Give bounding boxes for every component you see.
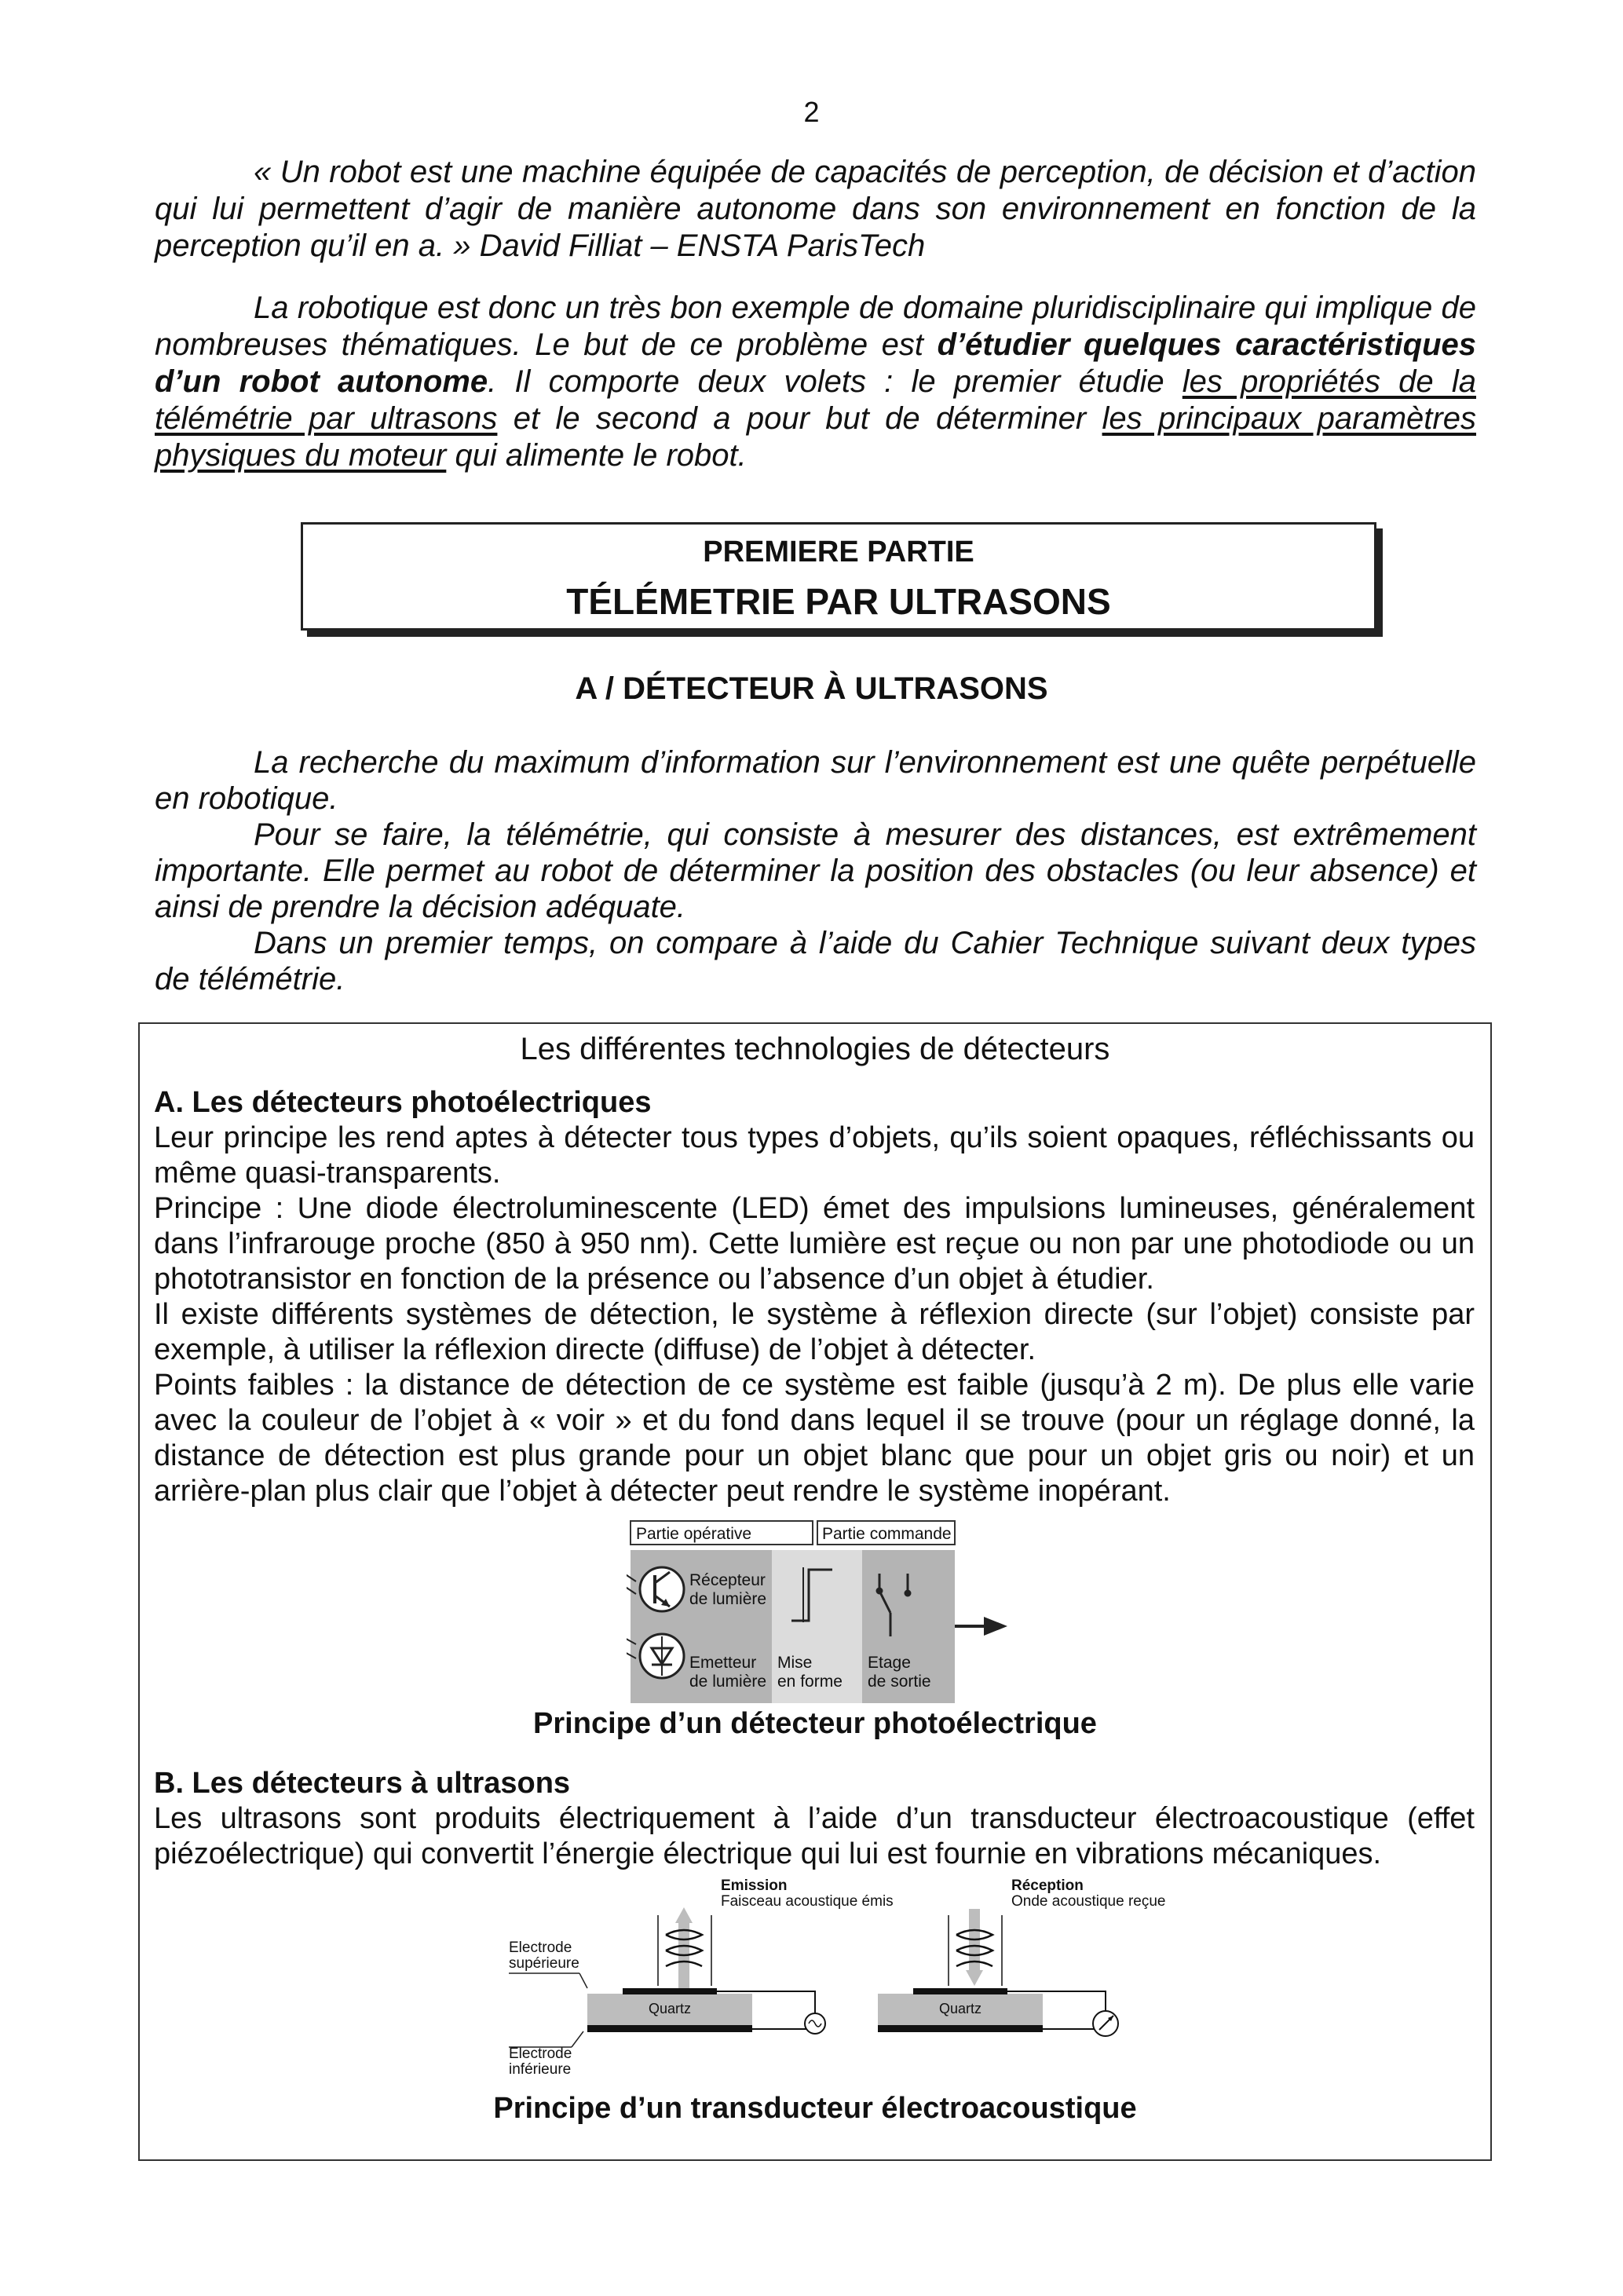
part-title: TÉLÉMETRIE PAR ULTRASONS — [566, 581, 1111, 622]
part-label: PREMIERE PARTIE — [703, 536, 974, 569]
page-number: 2 — [803, 96, 820, 128]
photoelectric-caption: Principe d’un détecteur photoélectrique — [533, 1707, 1097, 1740]
emitter-label-2: de lumière — [689, 1673, 767, 1691]
receiver-label-2: de lumière — [689, 1590, 767, 1608]
reception-transducer — [878, 1909, 1118, 2036]
section-p2: Pour se faire, la télémétrie, qui consiste à mesurer des distances, est extrêmement importante. Elle permet au robot de déterminer la position des obstacles (ou leur absence) et ainsi de prendre la décision adéquate. — [155, 817, 1476, 924]
intro-goal-bold: d’étudier quelques caractéristiques d’un robot autonome — [155, 327, 1477, 399]
section-p3: Dans un premier temps, on compare à l’aide du Cahier Technique suivant deux types de télémétrie. — [155, 926, 1476, 996]
ultrasonic-section — [154, 1766, 1475, 1872]
reception-quartz-label: Quartz — [938, 2001, 982, 2016]
photoelectric-p4: Points faibles : la distance de détection de ce système est faible (jusqu’à 2 m). De plus elle varie avec la couleur de l’objet à « voir » et du fond dans lequel il se trouve (pour un réglage donné, la distance de détection est plus grande pour un objet blanc que pour un objet gris ou noir) et un arrière-plan plus clair que l’objet à détecter peut rendre le système inopérant. — [154, 1369, 1475, 1508]
photoelectric-p1: Leur principe les rend aptes à détecter tous types d’objets, qu’ils soient opaques, réfléchissants ou même quasi-transparents. — [154, 1121, 1475, 1190]
ultrasonic-p1: Les ultrasons sont produits électriquement à l’aide d’un transducteur électroacoustique (effet piézoélectrique) qui convertit l’énergie électrique qui lui est fournie en vibrations mécaniques. — [154, 1802, 1475, 1870]
emitter-label-1: Emetteur — [689, 1654, 757, 1672]
receiver-label-1: Récepteur — [689, 1571, 766, 1589]
intro-quote: « Un robot est une machine équipée de capacités de perception, de décision et d’action qui lui permettent d’agir de manière autonome dans son environnement en fonction de la perception qu’il en a. » David Filliat – ENSTA ParisTech — [155, 155, 1476, 263]
section-title: A / DÉTECTEUR À ULTRASONS — [575, 671, 1048, 706]
upper-electrode-label-2: supérieure — [509, 1955, 579, 1972]
intro-p2-d: qui alimente le robot. — [446, 438, 747, 473]
label-partie-operative: Partie opérative — [636, 1525, 752, 1543]
lower-electrode-label-1: Electrode — [509, 2046, 572, 2062]
photoelectric-diagram — [627, 1519, 1161, 1707]
reception-sublabel: Onde acoustique reçue — [1011, 1893, 1166, 1910]
transducer-diagram — [509, 1876, 1294, 2088]
shaping-label-2: en forme — [777, 1673, 843, 1691]
photoelectric-section — [154, 1085, 1475, 1509]
transducer-caption: Principe d’un transducteur électroacoustique — [493, 2092, 1137, 2125]
output-label-2: de sortie — [868, 1673, 931, 1691]
phototransistor-icon — [640, 1567, 684, 1611]
reception-label: Réception — [1011, 1877, 1084, 1894]
lower-electrode-label-2: inférieure — [509, 2061, 572, 2078]
intro-paragraph — [155, 290, 1476, 474]
emission-transducer — [587, 1907, 825, 2034]
intro-topic-1: les propriétés de la télémétrie par ultrasons — [155, 364, 1476, 436]
output-label-1: Etage — [868, 1654, 911, 1672]
intro-text — [155, 154, 1476, 474]
intro-p2-b: . Il comporte deux volets : le premier étudie — [488, 364, 1183, 399]
upper-electrode-label-1: Electrode — [509, 1940, 572, 1956]
intro-topic-2: les principaux paramètres physiques du moteur — [155, 401, 1476, 473]
lower-electrode-leader-2 — [572, 2031, 583, 2047]
section-p1: La recherche du maximum d’information sur l’environnement est une quête perpétuelle en robotique. — [155, 745, 1476, 816]
label-partie-commande: Partie commande — [822, 1525, 952, 1543]
output-arrow-icon — [955, 1617, 1007, 1636]
upper-electrode-leader-2 — [579, 1973, 587, 1988]
led-icon — [640, 1634, 684, 1678]
tech-box — [138, 1022, 1492, 2161]
emission-quartz-label: Quartz — [648, 2001, 692, 2016]
photoelectric-p2: Principe : Une diode électroluminescente (LED) émet des impulsions lumineuses, généralement dans l’infrarouge proche (850 à 950 nm). Cette lumière est reçue ou non par une photodiode ou un phototransistor en fonction de la présence ou l’absence d’un objet à étudier. — [154, 1192, 1475, 1296]
tech-box-title: Les différentes technologies de détecteurs — [520, 1032, 1110, 1066]
section-text — [155, 744, 1476, 997]
photoelectric-heading: A. Les détecteurs photoélectriques — [154, 1086, 652, 1119]
photoelectric-p3: Il existe différents systèmes de détection, le système à réflexion directe (sur l’objet) consiste par exemple, à utiliser la réflexion directe (diffuse) de l’objet à détecter. — [154, 1298, 1475, 1366]
part-title-box — [301, 522, 1376, 631]
ultrasonic-heading: B. Les détecteurs à ultrasons — [154, 1767, 571, 1800]
shaping-label-1: Mise — [777, 1654, 813, 1672]
emission-label: Emission — [721, 1877, 788, 1894]
intro-p2-a: La robotique est donc un très bon exemple de domaine pluridisciplinaire qui implique de nombreuses thématiques. Le but de ce problème est — [155, 291, 1476, 362]
emission-sublabel: Faisceau acoustique émis — [721, 1893, 894, 1910]
intro-p2-c: et le second a pour but de déterminer — [497, 401, 1102, 436]
